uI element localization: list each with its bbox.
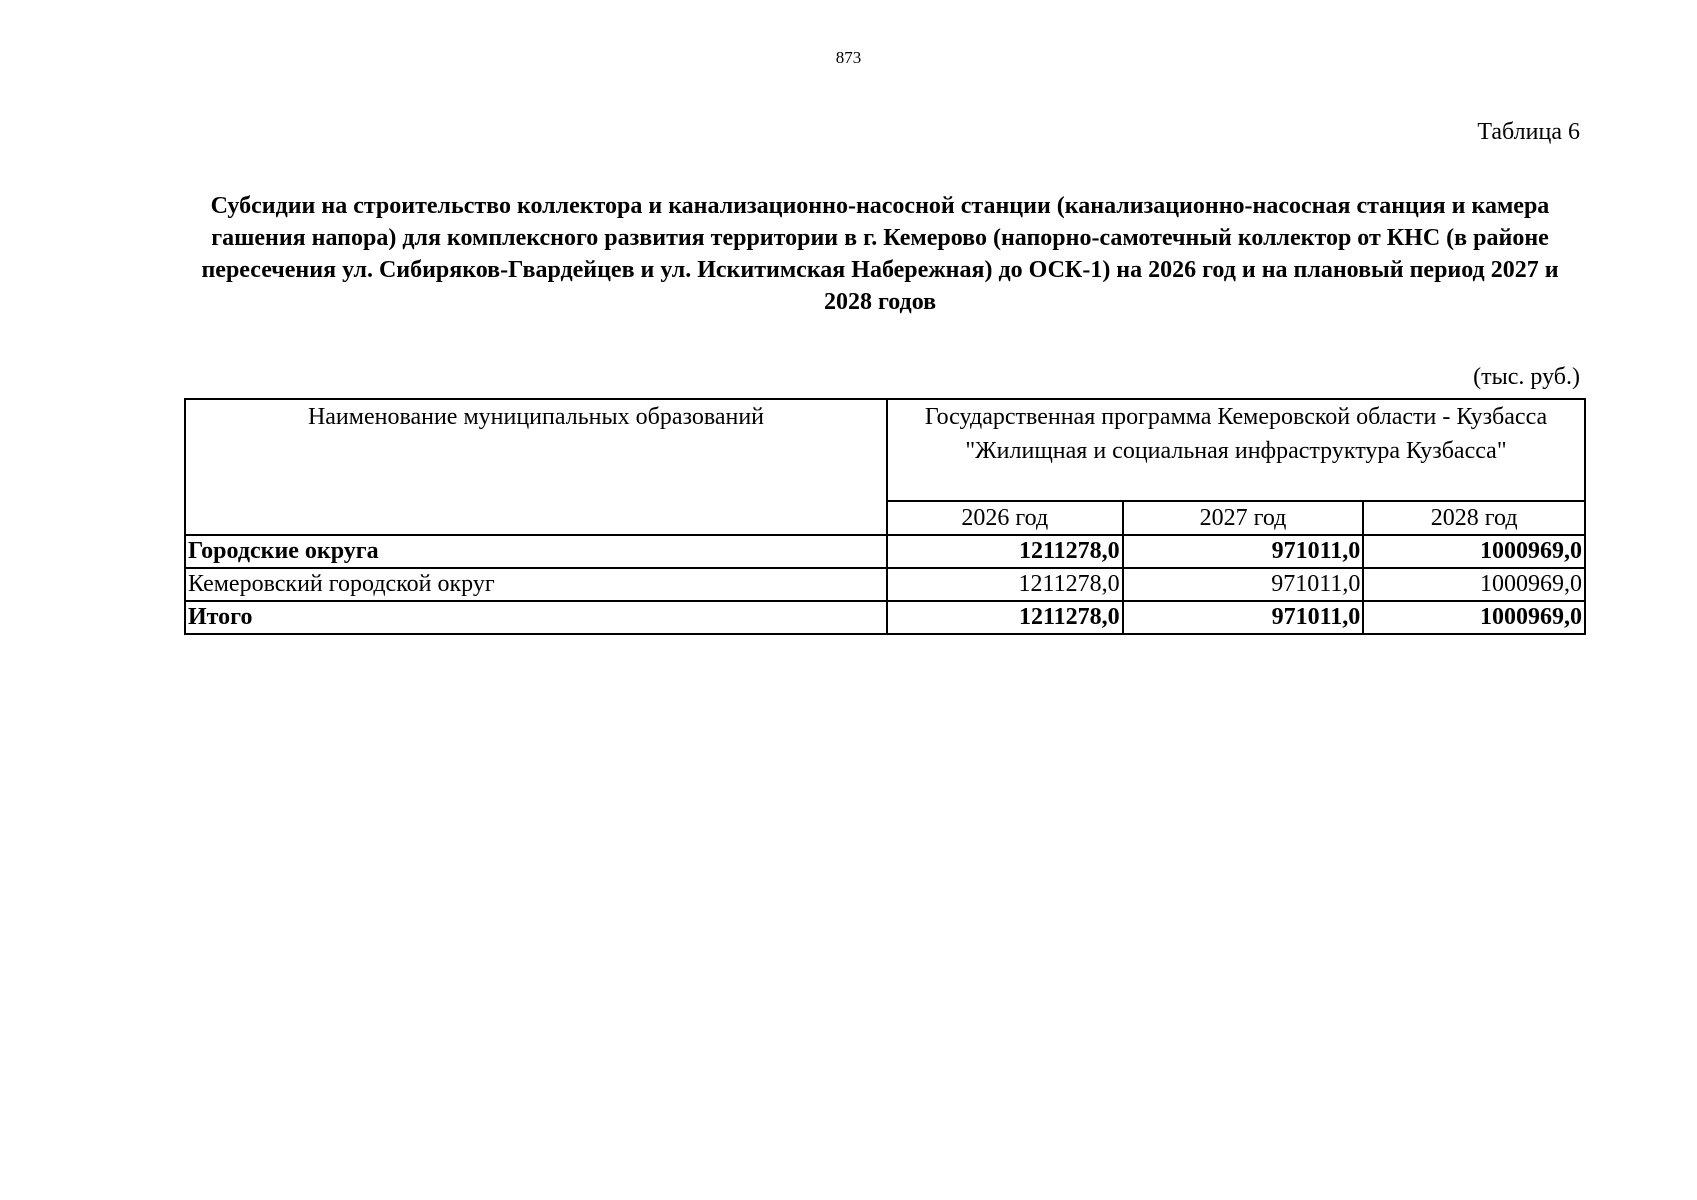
table-header-row xyxy=(185,399,1585,501)
table-row-total xyxy=(185,601,1585,634)
row-value-2028: 1000969,0 xyxy=(1363,568,1585,601)
row-value-2026: 1211278,0 xyxy=(887,568,1123,601)
row-name: Кемеровский городской округ xyxy=(185,568,887,601)
row-name: Итого xyxy=(185,601,887,634)
page-number: 873 xyxy=(835,48,862,67)
table-row-urban-districts xyxy=(185,535,1585,568)
header-state-program: Государственная программа Кемеровской области - Кузбасса "Жилищная и социальная инфраструктура Кузбасса" xyxy=(887,399,1585,501)
row-value-2028: 1000969,0 xyxy=(1363,601,1585,634)
header-year-2028: 2028 год xyxy=(1363,501,1585,535)
subsidies-table xyxy=(184,398,1586,635)
row-value-2027: 971011,0 xyxy=(1123,535,1364,568)
header-year-2026: 2026 год xyxy=(887,501,1123,535)
units-label: (тыс. руб.) xyxy=(1473,364,1580,390)
row-value-2026: 1211278,0 xyxy=(887,535,1123,568)
row-value-2027: 971011,0 xyxy=(1123,568,1364,601)
row-value-2028: 1000969,0 xyxy=(1363,535,1585,568)
table-row-kemerovo-district xyxy=(185,568,1585,601)
row-name: Городские округа xyxy=(185,535,887,568)
row-value-2027: 971011,0 xyxy=(1123,601,1364,634)
row-value-2026: 1211278,0 xyxy=(887,601,1123,634)
table-label: Таблица 6 xyxy=(1477,119,1580,145)
header-year-2027: 2027 год xyxy=(1123,501,1364,535)
header-municipality-name: Наименование муниципальных образований xyxy=(185,399,887,535)
document-title: Субсидии на строительство коллектора и канализационно-насосной станции (канализационно-насосная станция и камера гашения напора) для комплексного развития территории в г. Кемерово (напорно-самотечный коллектор от КНС (в районе пересечения ул. Сибиряков-Гвардейцев и ул. Искитимская Набережная) до ОСК-1) на 2026 год и на плановый период 2027 и 2028 годов xyxy=(201,193,1559,315)
